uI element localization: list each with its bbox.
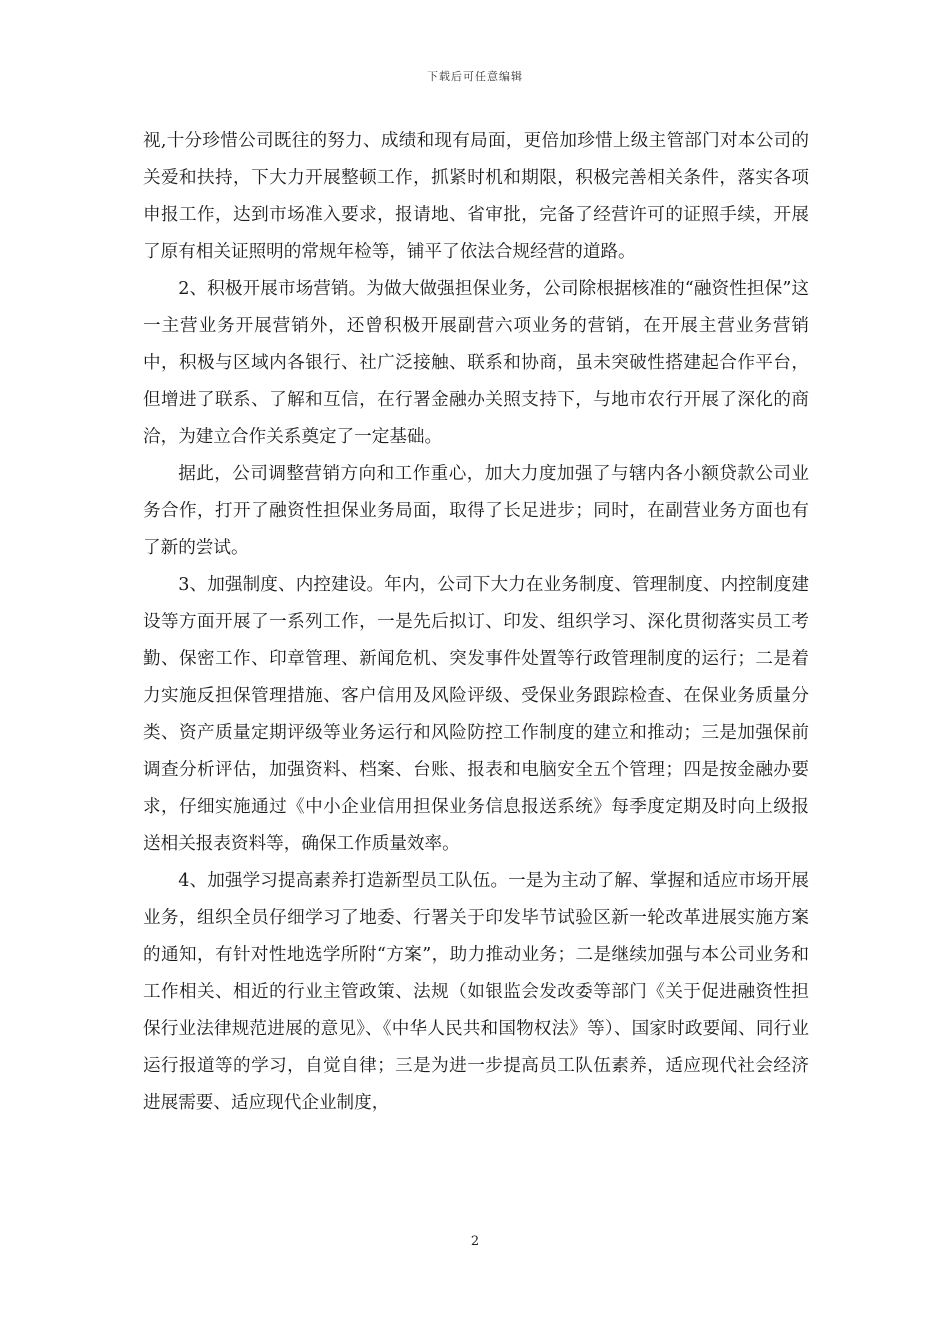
- paragraph-3: 据此，公司调整营销方向和工作重心，加大力度加强了与辖内各小额贷款公司业务合作，打开了融资性担保业务局面，取得了长足进步；同时，在副营业务方面也有了新的尝试。: [143, 464, 809, 558]
- paragraph-4: 3、加强制度、内控建设。年内，公司下大力在业务制度、管理制度、内控制度建设等方面开展了一系列工作，一是先后拟订、印发、组织学习、深化贯彻落实员工考勤、保密工作、印章管理、新闻危机、突发事件处置等行政管理制度的运行；二是着力实施反担保管理措施、客户信用及风险评级、受保业务跟踪检查、在保业务质量分类、资产质量定期评级等业务运行和风险防控工作制度的建立和推动；三是加强保前调查分析评估，加强资料、档案、台账、报表和电脑安全五个管理；四是按金融办要求，仔细实施通过《中小企业信用担保业务信息报送系统》每季度定期及时向上级报送相关报表资料等，确保工作质量效率。: [143, 575, 809, 854]
- document-body: [143, 123, 809, 1122]
- paragraph-5: 4、加强学习提高素养打造新型员工队伍。一是为主动了解、掌握和适应市场开展业务，组织全员仔细学习了地委、行署关于印发毕节试验区新一轮改革进展实施方案的通知，有针对性地选学所附“方案”，助力推动业务；二是继续加强与本公司业务和工作相关、相近的行业主管政策、法规（如银监会发改委等部门《关于促进融资性担保行业法律规范进展的意见》、《中华人民共和国物权法》等）、国家时政要闻、同行业运行报道等的学习，自觉自律；三是为进一步提高员工队伍素养，适应现代社会经济进展需要、适应现代企业制度，: [143, 871, 809, 1113]
- paragraph-1: 视,十分珍惜公司既往的努力、成绩和现有局面，更倍加珍惜上级主管部门对本公司的关爱和扶持，下大力开展整顿工作，抓紧时机和期限，积极完善相关条件，落实各项申报工作，达到市场准入要求，报请地、省审批，完备了经营许可的证照手续，开展了原有相关证照明的常规年检等，铺平了依法合规经营的道路。: [143, 131, 809, 262]
- page-number: 2: [470, 1234, 480, 1249]
- paragraph-2: 2、积极开展市场营销。为做大做强担保业务，公司除根据核准的“融资性担保”这一主营业务开展营销外，还曾积极开展副营六项业务的营销，在开展主营业务营销中，积极与区域内各银行、社广泛接触、联系和协商，虽未突破性搭建起合作平台，但增进了联系、了解和互信，在行署金融办关照支持下，与地市农行开展了深化的商洽，为建立合作关系奠定了一定基础。: [143, 279, 809, 447]
- page-header: 下载后可任意编辑: [427, 70, 523, 83]
